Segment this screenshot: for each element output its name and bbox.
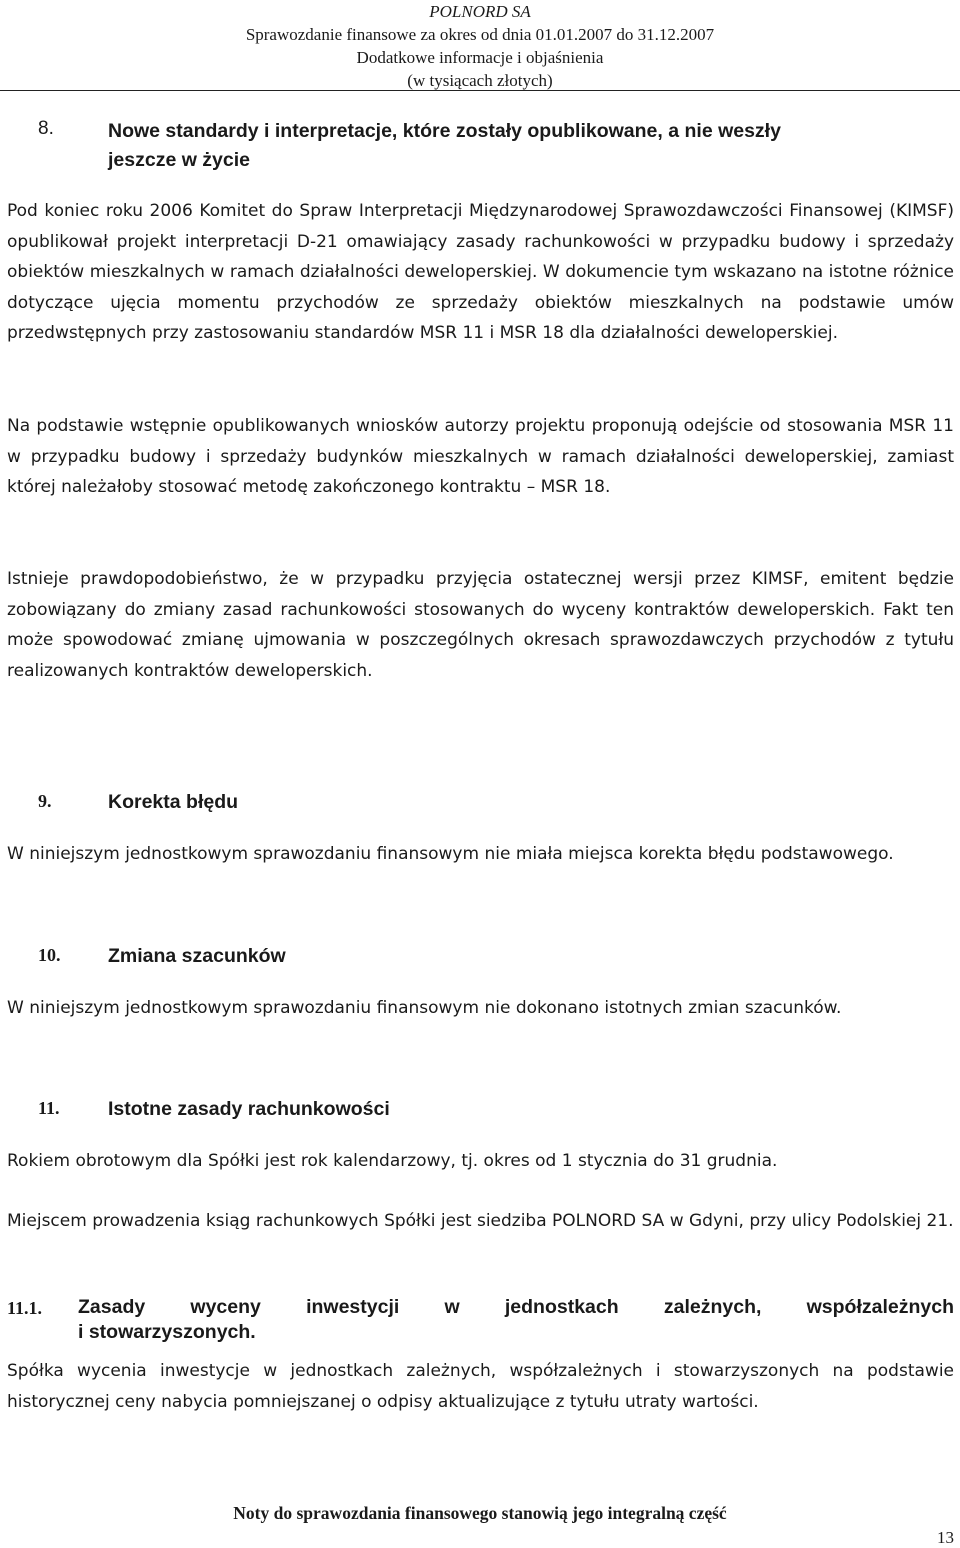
section-8-paragraph-3: Istnieje prawdopodobieństwo, że w przypadku przyjęcia ostatecznej wersji przez KIMSF, emitent będzie zobowiązany do zmiany zasad rachunkowości stosowanych do wyceny kontraktów deweloperskich. Fakt ten może spowodować zmianę ujmowania w poszczególnych okresach sprawozdawczych przychodów z tytułu realizowanych kontraktów deweloperskich. <box>7 569 954 681</box>
company-name: POLNORD SA <box>429 2 531 21</box>
report-units: (w tysiącach złotych) <box>407 71 553 90</box>
section-11-1-title-line1: Zasady wyceny inwestycji w jednostkach zależnych, współzależnych <box>78 1296 954 1318</box>
section-9-number: 9. <box>38 791 52 811</box>
section-11-number: 11. <box>38 1098 60 1118</box>
section-8-title <box>108 117 928 175</box>
page-number: 13 <box>937 1528 954 1547</box>
section-11-paragraph-1: Rokiem obrotowym dla Spółki jest rok kalendarzowy, tj. okres od 1 stycznia do 31 grudnia. <box>7 1151 778 1171</box>
section-10-paragraph: W niniejszym jednostkowym sprawozdaniu finansowym nie dokonano istotnych zmian szacunków. <box>7 998 842 1018</box>
header-rule <box>0 90 960 91</box>
report-section: Dodatkowe informacje i objaśnienia <box>356 48 604 67</box>
footer-note: Noty do sprawozdania finansowego stanowią jego integralną część <box>233 1503 727 1523</box>
section-11-title: Istotne zasady rachunkowości <box>108 1098 390 1120</box>
section-11-1-number: 11.1. <box>7 1298 43 1318</box>
section-11-1-paragraph: Spółka wycenia inwestycje w jednostkach zależnych, współzależnych i stowarzyszonych na podstawie historycznej ceny nabycia pomniejszanej o odpisy aktualizujące z tytułu utraty wartości. <box>7 1361 954 1412</box>
section-9-title: Korekta błędu <box>108 791 239 813</box>
section-10-title: Zmiana szacunków <box>108 945 286 967</box>
report-title: Sprawozdanie finansowe za okres od dnia 01.01.2007 do 31.12.2007 <box>245 25 715 44</box>
section-11-paragraph-2: Miejscem prowadzenia ksiąg rachunkowych Spółki jest siedziba POLNORD SA w Gdyni, przy ulicy Podolskiej 21. <box>7 1211 954 1231</box>
section-8-paragraph-1: Pod koniec roku 2006 Komitet do Spraw Interpretacji Międzynarodowej Sprawozdawczości Finansowej (KIMSF) opublikował projekt interpretacji D-21 omawiający zasady rachunkowości w przypadku budowy i sprzedaży obiektów mieszkalnych w ramach działalności deweloperskiej. W dokumencie tym wskazano na istotne różnice dotyczące ujęcia momentu przychodów ze sprzedaży obiektów mieszkalnych na podstawie umów przedwstępnych przy zastosowaniu standardów MSR 11 i MSR 18 dla działalności deweloperskiej. <box>7 201 954 344</box>
section-8-title-line1: Nowe standardy i interpretacje, które zostały opublikowane, a nie weszły <box>108 120 781 142</box>
section-10-number: 10. <box>38 945 61 965</box>
section-11-1-title <box>78 1295 954 1345</box>
document-header <box>0 0 960 92</box>
section-8-paragraph-2: Na podstawie wstępnie opublikowanych wniosków autorzy projektu proponują odejście od stosowania MSR 11 w przypadku budowy i sprzedaży budynków mieszkalnych w ramach działalności deweloperskiej, zamiast której należałoby stosować metodę zakończonego kontraktu – MSR 18. <box>7 416 954 498</box>
section-8-number: 8. <box>38 118 54 139</box>
section-8-title-line2: jeszcze w życie <box>108 149 251 171</box>
section-11-1-title-line2: i stowarzyszonych. <box>78 1321 256 1343</box>
section-9-paragraph: W niniejszym jednostkowym sprawozdaniu finansowym nie miała miejsca korekta błędu podstawowego. <box>7 844 894 864</box>
